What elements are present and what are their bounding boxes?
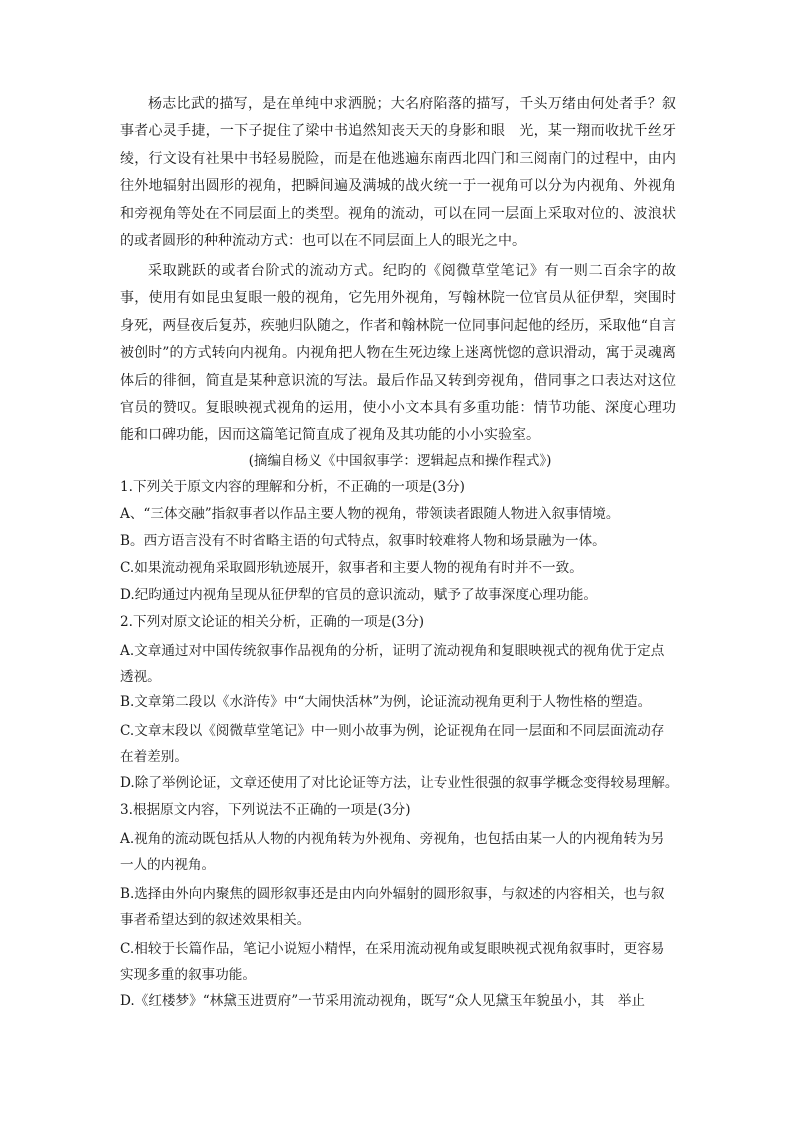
question-2-option-a: A.文章通过对中国传统叙事作品视角的分析，证明了流动视角和复眼映视式的视角优于定点透视。: [120, 643, 665, 685]
question-1-option-b: B。西方语言没有不时省略主语的句式特点，叙事时较难将人物和场景融为一体。: [120, 533, 606, 549]
question-3-option-b: B.选择由外向内聚焦的圆形叙事还是由内向外辐射的圆形叙事，与叙述的内容相关，也与叙事者希望达到的叙述效果相关。: [120, 886, 665, 928]
question-3-option-a: A.视角的流动既包括从人物的内视角转为外视角、旁视角，也包括由某一人的内视角转为另一人的内视角。: [120, 831, 665, 873]
paragraph-1: 杨志比武的描写，是在单纯中求洒脱；大名府陷落的描写，千头万绪由何处者手？叙事者心灵手捷，一下子捉住了梁中书追然知丧天天的身影和眼 光，某一翔而收扰千丝牙绫，行文设有社果中书轻易脱险，而是在他逃遍东南西北四门和三阅南门的过程中，由内往外地辐射出圆形的视角，把瞬间遍及满城的战火统一于一视角可以分为内视角、外视角和旁视角等处在不同层面上的类型。视角的流动，可以在同一层面上采取对位的、波浪状的或者圆形的种种流动方式：也可以在不同层面上人的眼光之中。: [120, 96, 676, 250]
question-1-option-c: C.如果流动视角采取圆形轨迹展开，叙事者和主要人物的视角有时并不一致。: [120, 560, 583, 576]
source-citation: (摘编自杨义《中国叙事学：逻辑起点和操作程式》): [248, 453, 552, 469]
paragraph-2: 采取跳跃的或者台阶式的流动方式。纪昀的《阅微草堂笔记》有一则二百余字的故事，使用有如昆虫复眼一般的视角，它先用外视角，写翰林院一位官员从征伊犁，突围时身死，两昼夜后复苏，疾驰归队随之，作者和翰林院一位同事问起他的经历，采取他“自言被创时”的方式转向内视角。内视角把人物在生死边缘上迷离恍惚的意识滑动，寓于灵魂离体后的徘徊，简直是某种意识流的写法。最后作品又转到旁视角，借同事之口表达对这位官员的赞叹。复眼映视式视角的运用，使小小文本具有多重功能：情节功能、深度心理功能和口碑功能，因而这篇笔记简直成了视角及其功能的小小实验室。: [120, 263, 676, 444]
question-1-option-d: D.纪昀通过内视角呈现从征伊犁的官员的意识流动，赋予了故事深度心理功能。: [120, 587, 597, 603]
question-2-option-c: C.文章末段以《阅微草堂笔记》中一则小故事为例，论证视角在同一层面和不同层面流动存在着差别。: [120, 723, 665, 765]
question-2-option-b: B.文章第二段以《水浒传》中“大闹快活林”为例，论证流动视角更利于人物性格的塑造。: [120, 694, 652, 710]
question-2-option-d: D.除了举例论证，文章还使用了对比论证等方法，让专业性很强的叙事学概念变得较易理解。: [120, 775, 679, 791]
question-3-option-d: D.《红楼梦》“林黛玉进贾府”一节采用流动视角，既写“众人见黛玉年貌虽小，其 举止: [120, 993, 645, 1009]
question-3-stem: 3.根据原文内容，下列说法不正确的一项是(3分): [120, 802, 411, 818]
question-1-stem: 1.下列关于原文内容的理解和分析，不正确的一项是(3分): [120, 479, 465, 495]
question-2-stem: 2.下列对原文论证的相关分析，正确的一项是(3分): [120, 614, 425, 630]
question-1-option-a: A、“三体交融”指叙事者以作品主要人物的视角，带领读者跟随人物进入叙事情境。: [120, 506, 620, 522]
question-3-option-c: C.相较于长篇作品，笔记小说短小精悍，在采用流动视角或复眼映视式视角叙事时，更容易实现多重的叙事功能。: [120, 941, 665, 983]
